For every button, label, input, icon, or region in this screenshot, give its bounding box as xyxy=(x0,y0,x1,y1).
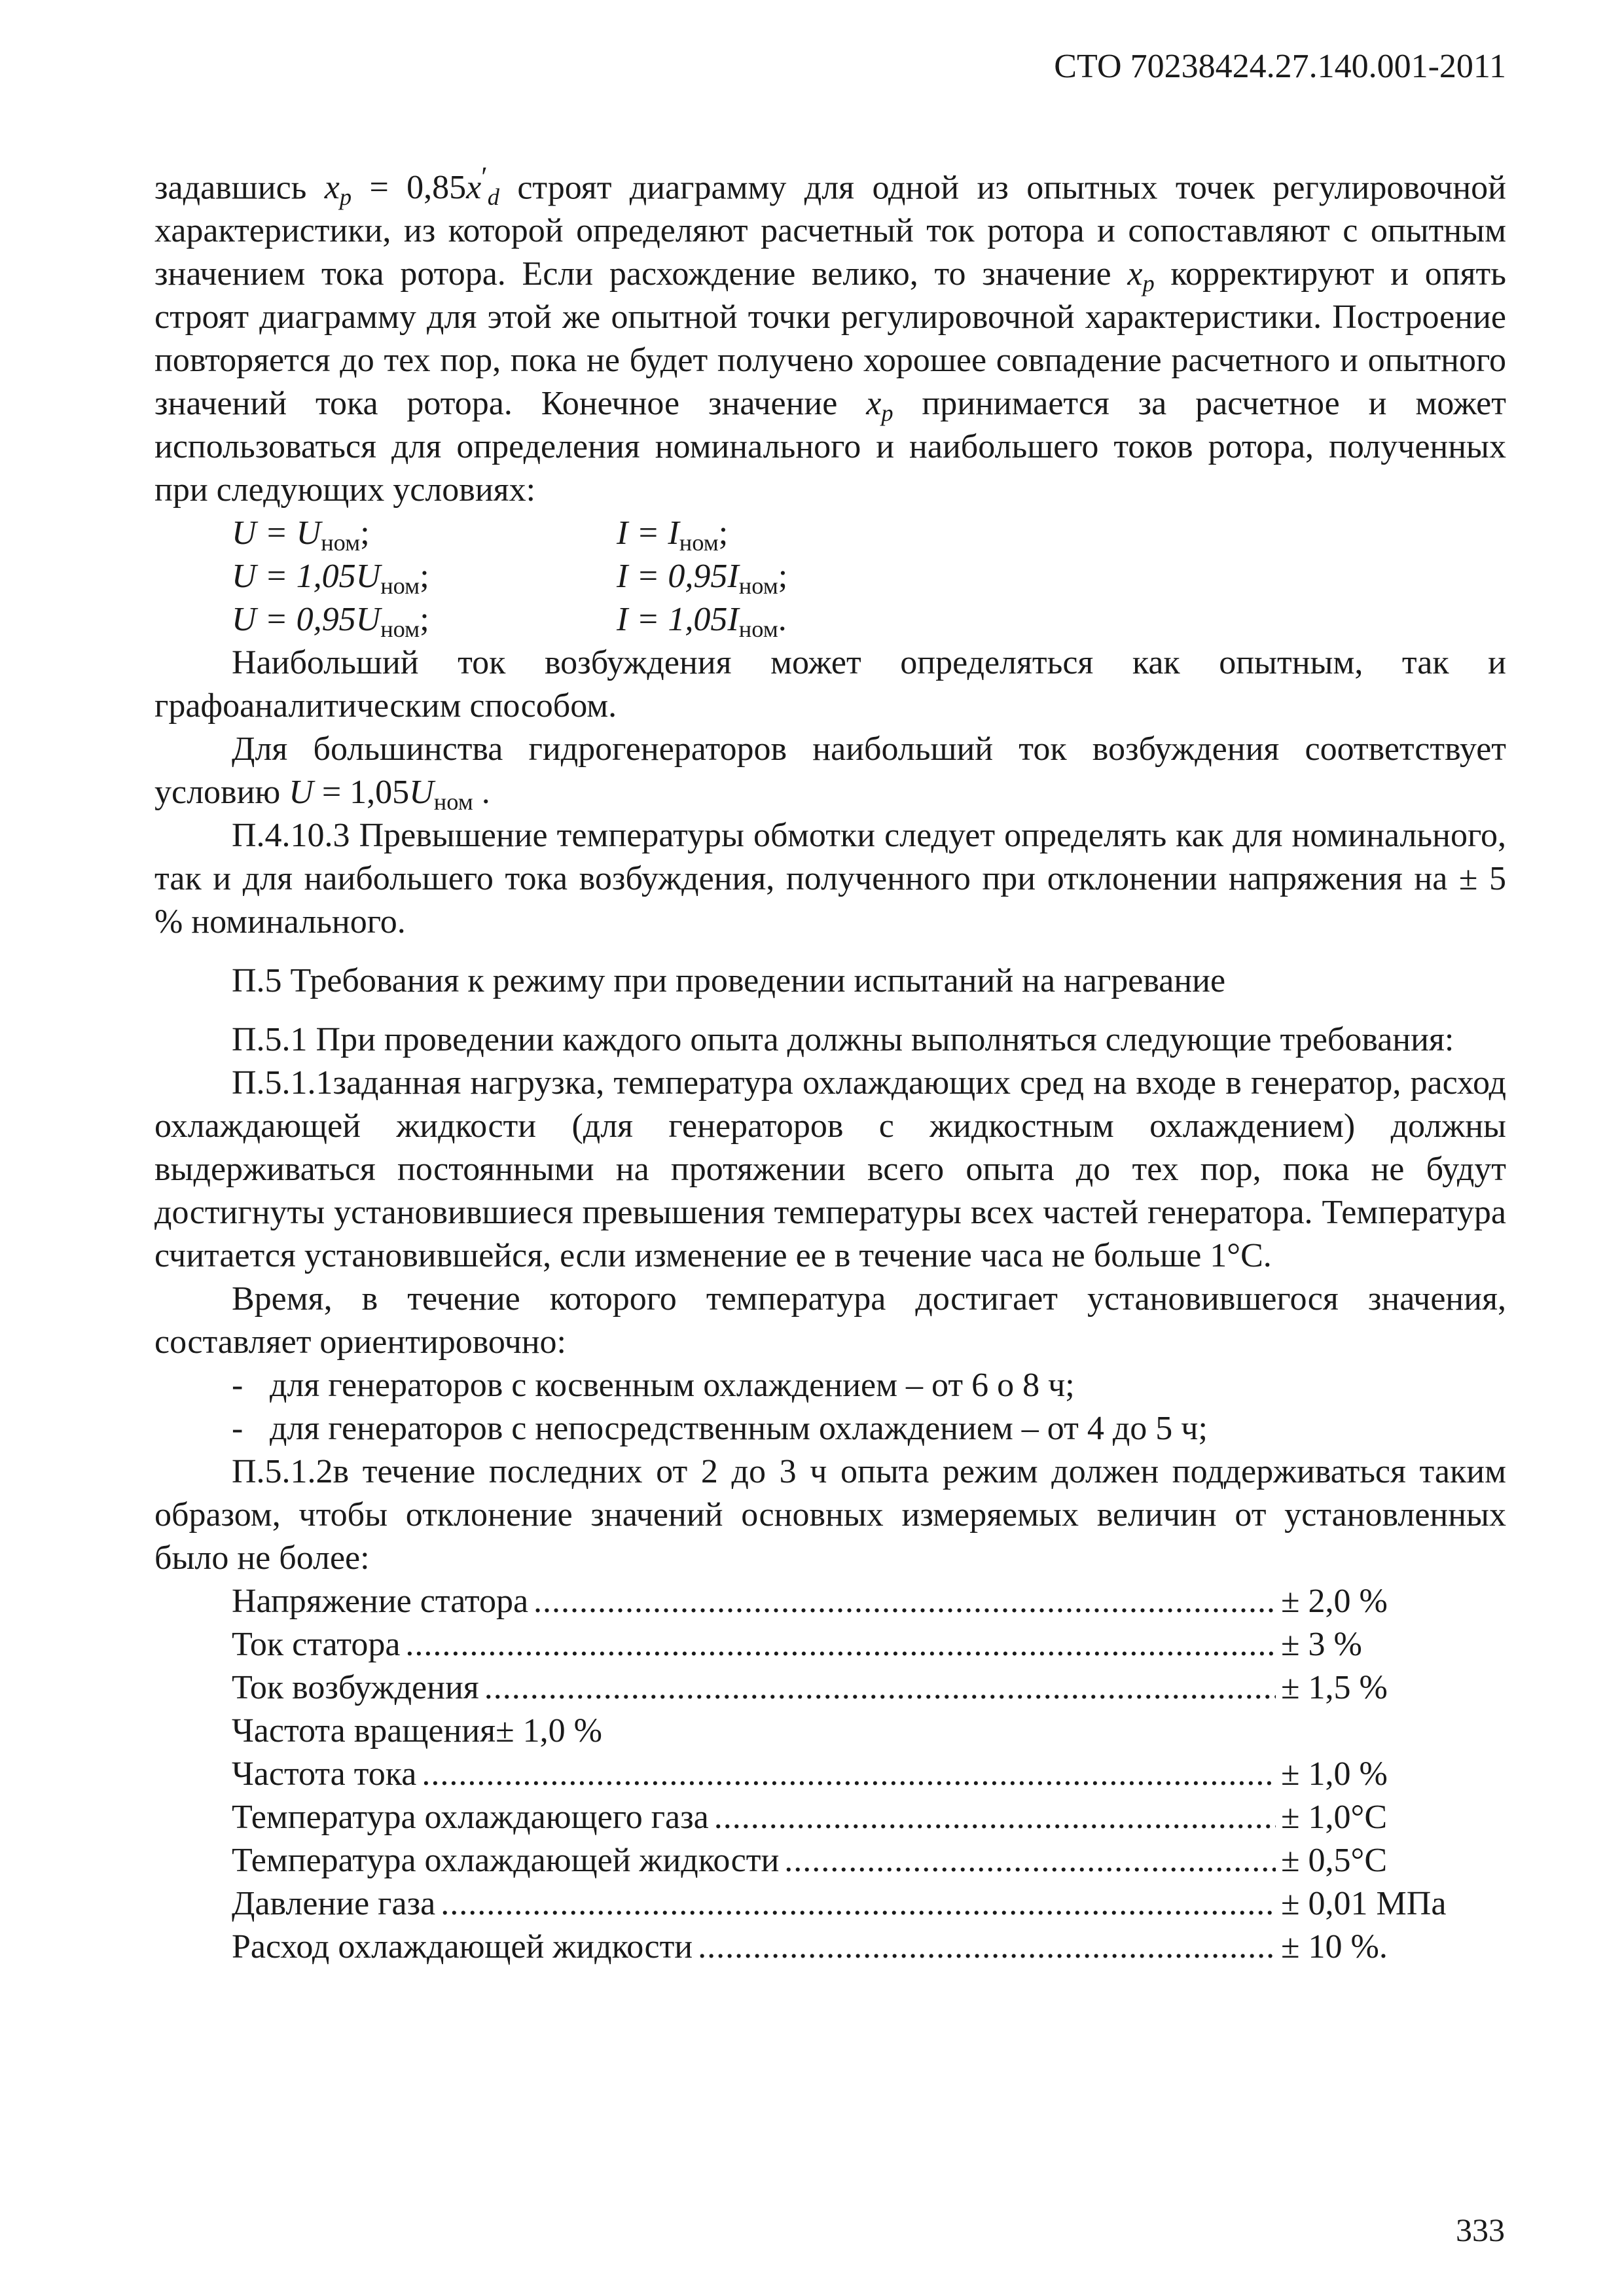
dot-leader xyxy=(422,1753,1276,1796)
symbol-xp: $x_p$ xyxy=(1127,255,1155,297)
text-fragment: задавшись xyxy=(154,169,325,207)
page-number: 333 xyxy=(1456,2212,1505,2248)
paragraph-p-5-1-1: П.5.1.1заданная нагрузка, температура охлаждающих сред на входе в генератор, расход охлаждающей жидкости (для генераторов с жидкостным охлаждением) должны выдерживаться постоянными на протяжении всего опыта до тех пор, пока не будут достигнуты установившиеся превышения температуры всех частей генератора. Температура считается установившейся, если изменение ее в течение часа не больше 1°С. xyxy=(154,1064,1506,1275)
list-item: - для генераторов с непосредственным охлаждением – от 4 до 5 ч; xyxy=(154,1407,1506,1450)
tolerance-name: Ток возбуждения xyxy=(232,1669,479,1707)
tolerance-value: ± 10 %. xyxy=(1281,1928,1388,1966)
tolerance-value: ± 1,5 % xyxy=(1281,1669,1388,1707)
paragraph-xp-construction xyxy=(154,156,1506,512)
voltage-condition: $U = 0,95U_{ном}$; xyxy=(232,601,429,643)
tolerance-row xyxy=(232,1623,1458,1666)
tolerance-value: ± 3 % xyxy=(1281,1626,1362,1664)
dot-leader xyxy=(714,1796,1276,1839)
condition-row xyxy=(154,512,1506,555)
dot-leader xyxy=(698,1926,1276,1969)
paragraph-time-estimate: Время, в течение которого температура достигает установившегося значения, составляет ориентировочно: xyxy=(154,1280,1506,1361)
tolerance-row xyxy=(232,1753,1458,1796)
tolerance-row xyxy=(232,1839,1458,1882)
current-condition: $I = 0,95I_{ном}$; xyxy=(617,558,788,600)
page-body xyxy=(154,156,1506,1969)
tolerance-value: ± 0,5°С xyxy=(1281,1842,1388,1880)
text-fragment: строят диаграмму для одной из опытных точек регулировочной характеристики, из которой определяют расчетный ток ротора и сопоставляют с опытным значением тока ротора. Если расхождение велико, то значение xyxy=(154,169,1506,293)
voltage-condition: $U = 1,05U_{ном}$; xyxy=(232,558,429,600)
paragraph-p-5-1-2: П.5.1.2в течение последних от 2 до 3 ч опыта режим должен поддерживаться таким образом, чтобы отклонение значений основных измеряемых величин от установленных было не более: xyxy=(154,1453,1506,1577)
tolerance-list xyxy=(154,1580,1506,1969)
tolerance-row xyxy=(232,1882,1458,1926)
voltage-condition: $U = U_{ном}$; xyxy=(232,514,370,556)
current-condition: $I = I_{ном}$; xyxy=(617,514,729,556)
paragraph-p-5-1: П.5.1 При проведении каждого опыта должны выполняться следующие требования: xyxy=(232,1021,1454,1059)
list-item: - для генераторов с косвенным охлаждением – от 6 о 8 ч; xyxy=(154,1364,1506,1407)
dot-leader xyxy=(784,1839,1276,1882)
tolerance-name: Температура охлаждающего газа xyxy=(232,1799,709,1837)
dash-marker: - xyxy=(232,1410,244,1448)
condition-row xyxy=(154,555,1506,598)
tolerance-name: Расход охлаждающей жидкости xyxy=(232,1928,693,1966)
tolerance-name: Температура охлаждающей жидкости xyxy=(232,1842,780,1880)
section-heading-p5: П.5 Требования к режиму при проведении испытаний на нагревание xyxy=(232,962,1226,1000)
tolerance-row xyxy=(232,1710,1506,1753)
dash-marker: - xyxy=(232,1367,244,1405)
tolerance-name: Частота вращения xyxy=(232,1712,496,1750)
tolerance-row xyxy=(232,1580,1458,1623)
text-fragment: принимается за расчетное и может использоваться для определения номинального и наибольшего токов ротора, полученных при следующих условиях: xyxy=(154,385,1506,509)
dot-leader xyxy=(533,1580,1276,1623)
tolerance-row xyxy=(232,1796,1458,1839)
tolerance-name: Давление газа xyxy=(232,1885,436,1923)
tolerance-value: ± 1,0°С xyxy=(1281,1799,1388,1837)
formula-xp: $x_p = 0,85x'_d$ xyxy=(324,162,499,211)
condition-row xyxy=(154,598,1506,641)
tolerance-name: Частота тока xyxy=(232,1755,417,1793)
tolerance-value: ± 2,0 % xyxy=(1281,1583,1388,1621)
symbol-xp: $x_p$ xyxy=(866,385,893,427)
tolerance-name: Напряжение статора xyxy=(232,1583,529,1621)
paragraph-p-4-10-3: П.4.10.3 Превышение температуры обмотки следует определять как для номинального, так и для наибольшего тока возбуждения, полученного при отклонении напряжения на ± 5 % номинального. xyxy=(154,817,1506,941)
tolerance-value: ± 0,01 МПа xyxy=(1281,1885,1447,1923)
dot-leader xyxy=(484,1666,1276,1710)
dot-leader xyxy=(405,1623,1276,1666)
tolerance-name: Ток статора xyxy=(232,1626,401,1664)
text-fragment: корректируют и опять строят диаграмму для этой же опытной точки регулировочной характеристики. Построение повторяется до тех пор, пока не будет получено хорошее совпадение расчетного и опытного значений тока ротора. Конечное значение xyxy=(154,255,1506,423)
document-code-header: СТО 70238424.27.140.001-2011 xyxy=(1054,48,1506,85)
paragraph-hydrogenerators: Для большинства гидрогенераторов наибольший ток возбуждения соответствует условию $U = 1,05U_{ном}$ . xyxy=(154,730,1506,816)
conditions-list xyxy=(154,512,1506,641)
paragraph-max-excitation-method: Наибольший ток возбуждения может определяться как опытным, так и графоаналитическим способом. xyxy=(154,644,1506,725)
tolerance-row xyxy=(232,1926,1458,1969)
current-condition: $I = 1,05I_{ном}$. xyxy=(617,601,787,643)
tolerance-value: ± 1,0 % xyxy=(1281,1755,1388,1793)
tolerance-value: ± 1,0 % xyxy=(496,1712,602,1750)
tolerance-row xyxy=(232,1666,1458,1710)
dot-leader xyxy=(441,1882,1276,1926)
